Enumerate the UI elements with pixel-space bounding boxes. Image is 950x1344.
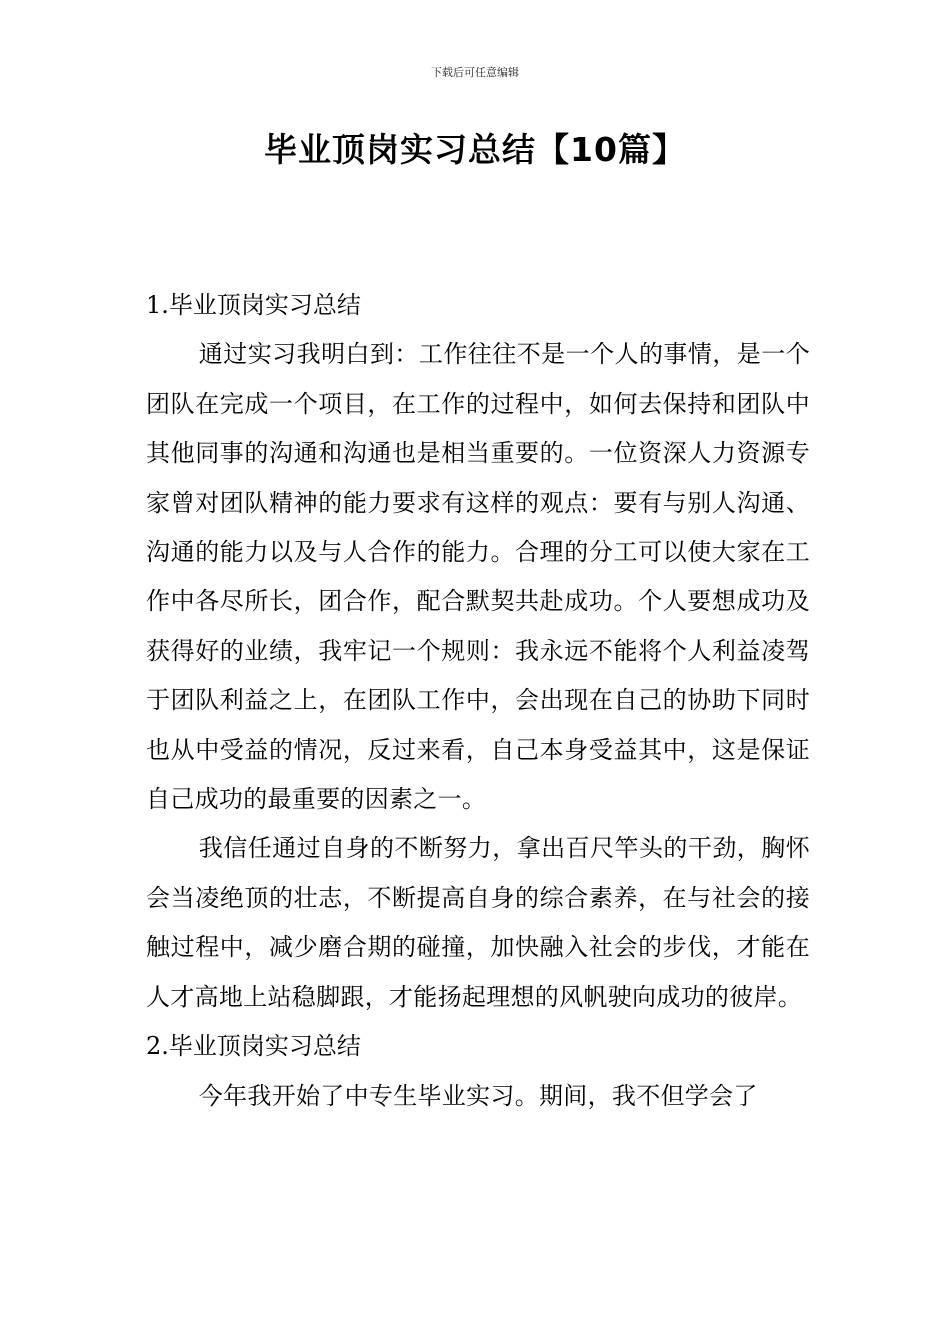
body-paragraph: 今年我开始了中专生毕业实习。期间，我不但学会了 (198, 1081, 758, 1110)
header-note: 下载后可任意编辑 (431, 66, 519, 79)
section-1 (146, 281, 810, 1022)
body-paragraph: 通过实习我明白到：工作往往不是一个人的事情，是一个团队在完成一个项目，在工作的过程中，如何去保持和团队中其他同事的沟通和沟通也是相当重要的。一位资深人力资源专家曾对团队精神的能力要求有这样的观点：要有与别人沟通、沟通的能力以及与人合作的能力。合理的分工可以使大家在工作中各尽所长，团合作，配合默契共赴成功。个人要想成功及获得好的业绩，我牢记一个规则：我永远不能将个人利益凌驾于团队利益之上，在团队工作中，会出现在自己的协助下同时也从中受益的情况，反过来看，自己本身受益其中，这是保证自己成功的最重要的因素之一。 (146, 340, 810, 814)
document-body (146, 281, 810, 1121)
document-title: 毕业顶岗实习总结【10篇】 (264, 130, 686, 169)
section-2 (146, 1022, 810, 1121)
section-heading: 2.毕业顶岗实习总结 (146, 1032, 361, 1061)
body-paragraph: 我信任通过自身的不断努力，拿出百尺竿头的干劲，胸怀会当凌绝顶的壮志，不断提高自身的综合素养，在与社会的接触过程中，减少磨合期的碰撞，加快融入社会的步伐，才能在人才高地上站稳脚跟，才能扬起理想的风帆驶向成功的彼岸。 (146, 834, 810, 1011)
section-heading: 1.毕业顶岗实习总结 (146, 291, 361, 319)
